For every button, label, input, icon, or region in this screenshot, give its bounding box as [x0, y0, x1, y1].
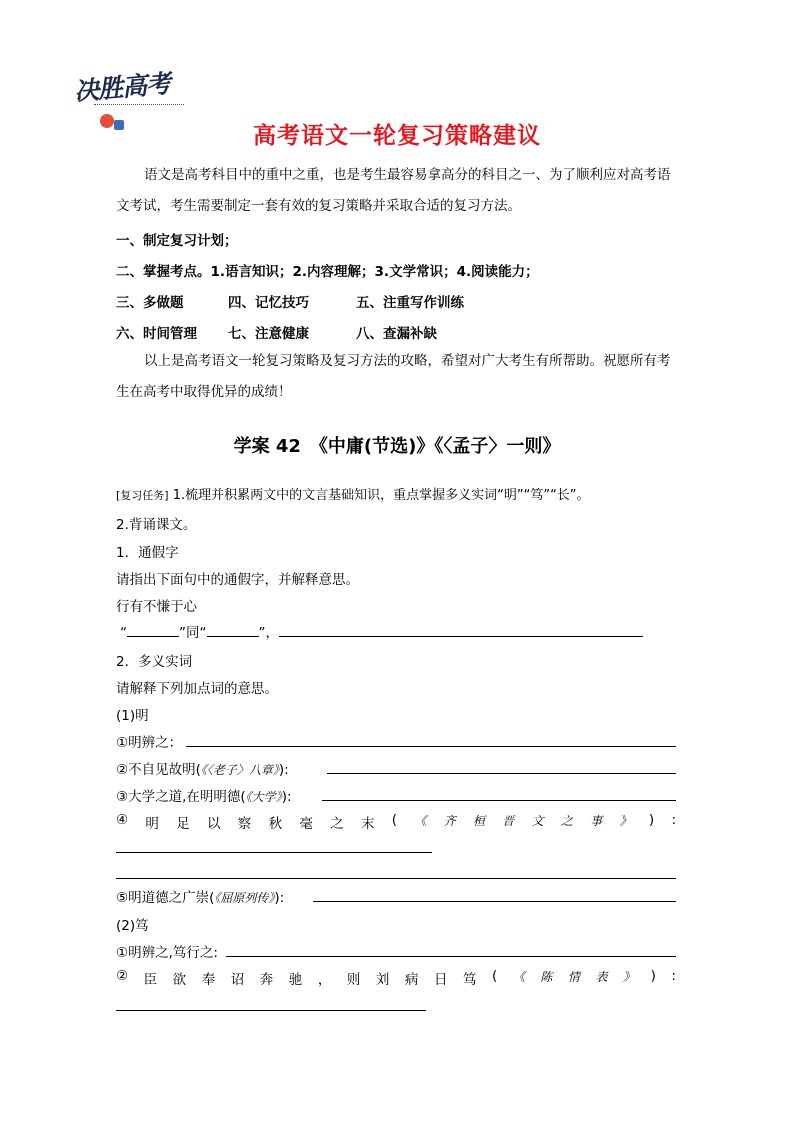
sec2-heading: 2．多义实词 — [116, 654, 193, 670]
ming-item-5-blank[interactable] — [313, 901, 676, 902]
steps-row-3 — [116, 291, 464, 311]
intro-paragraph: 语文是高考科目中的重中之重，也是考生最容易拿高分的科目之一、为了顺利应对高考语文考试，考生需要制定一套有效的复习策略并采取合适的复习方法。 — [116, 167, 671, 214]
du-item-2: ② 臣 欲 奉 诏 奔 驰 ， 则 刘 病 日 笃 ( 《 陈 情 表 》 ) : — [116, 968, 676, 988]
step-7: 七、注意健康 — [228, 326, 309, 342]
ming-item-4: ④ 明 足 以 察 秋 毫 之 末 ( 《 齐 桓 晋 文 之 事 》 ) : — [116, 812, 676, 832]
source-quyuan: 《屈原列传》 — [214, 891, 275, 905]
task-label: [复习任务] — [116, 489, 169, 502]
du-label: (2)笃 — [116, 918, 149, 934]
step-4: 四、记忆技巧 — [228, 295, 309, 311]
ming-item-3: ③大学之道,在明明德(《大学》): — [116, 789, 292, 805]
sec1-answer-row: “ ”同“ ”， — [120, 621, 643, 641]
step-6: 六、时间管理 — [116, 326, 197, 342]
task-text-2: 2.背诵课文。 — [116, 517, 197, 533]
step-1: 一、制定复习计划； — [116, 233, 238, 249]
outro-paragraph: 以上是高考语文一轮复习策略及复习方法的攻略，希望对广大考生有所帮助。祝愿所有考生在高考中取得优异的成绩！ — [116, 353, 671, 400]
meaning-blank[interactable] — [279, 622, 643, 637]
task-text-1: 1.梳理并积累两文中的文言基础知识，重点掌握多义实词“明”“笃”“长”。 — [172, 488, 590, 503]
source-laozi: 《〈老子〉八章》 — [200, 763, 279, 777]
steps-row-4 — [116, 322, 437, 342]
ming-item-1-blank[interactable] — [186, 746, 676, 747]
ming-item-3-blank[interactable] — [322, 800, 676, 801]
lesson-title: 学案 42 《中庸(节选)》《〈孟子〉一则》 — [233, 436, 561, 457]
step-2: 二、掌握考点。1.语言知识；2.内容理解；3.文学常识；4.阅读能力； — [116, 264, 539, 280]
du-item-2-blank[interactable] — [116, 1010, 426, 1011]
du-item-1-blank[interactable] — [226, 956, 676, 957]
ming-item-4-blank-extra[interactable] — [116, 878, 676, 879]
step-3: 三、多做题 — [116, 295, 184, 311]
sec1-heading: 1．通假字 — [116, 545, 179, 561]
ming-item-1: ①明辨之： — [116, 735, 183, 751]
sec1-sentence: 行有不慊于心 — [116, 599, 197, 615]
du-item-1: ①明辨之,笃行之: — [116, 945, 218, 961]
logo-decoration — [94, 104, 184, 109]
step-8: 八、查漏补缺 — [356, 326, 437, 342]
benzi-char-blank[interactable] — [207, 622, 259, 637]
task-line — [116, 484, 590, 503]
ming-item-2: ②不自见故明(《〈老子〉八章》): — [116, 762, 289, 778]
ming-label: (1)明 — [116, 708, 149, 724]
source-daxue: 《大学》 — [245, 790, 282, 804]
logo-text: 决胜高考 — [73, 68, 172, 107]
sec1-instruction: 请指出下面句中的通假字，并解释意思。 — [116, 572, 359, 588]
ming-item-2-blank[interactable] — [327, 773, 676, 774]
page-title: 高考语文一轮复习策略建议 — [253, 123, 541, 149]
ming-item-4-blank[interactable] — [116, 852, 432, 853]
ming-item-5: ⑤明道德之广崇(《屈原列传》): — [116, 890, 285, 906]
tongjia-char-blank[interactable] — [127, 622, 179, 637]
step-5: 五、注重写作训练 — [356, 295, 464, 311]
sec2-instruction: 请解释下列加点词的意思。 — [116, 681, 278, 697]
